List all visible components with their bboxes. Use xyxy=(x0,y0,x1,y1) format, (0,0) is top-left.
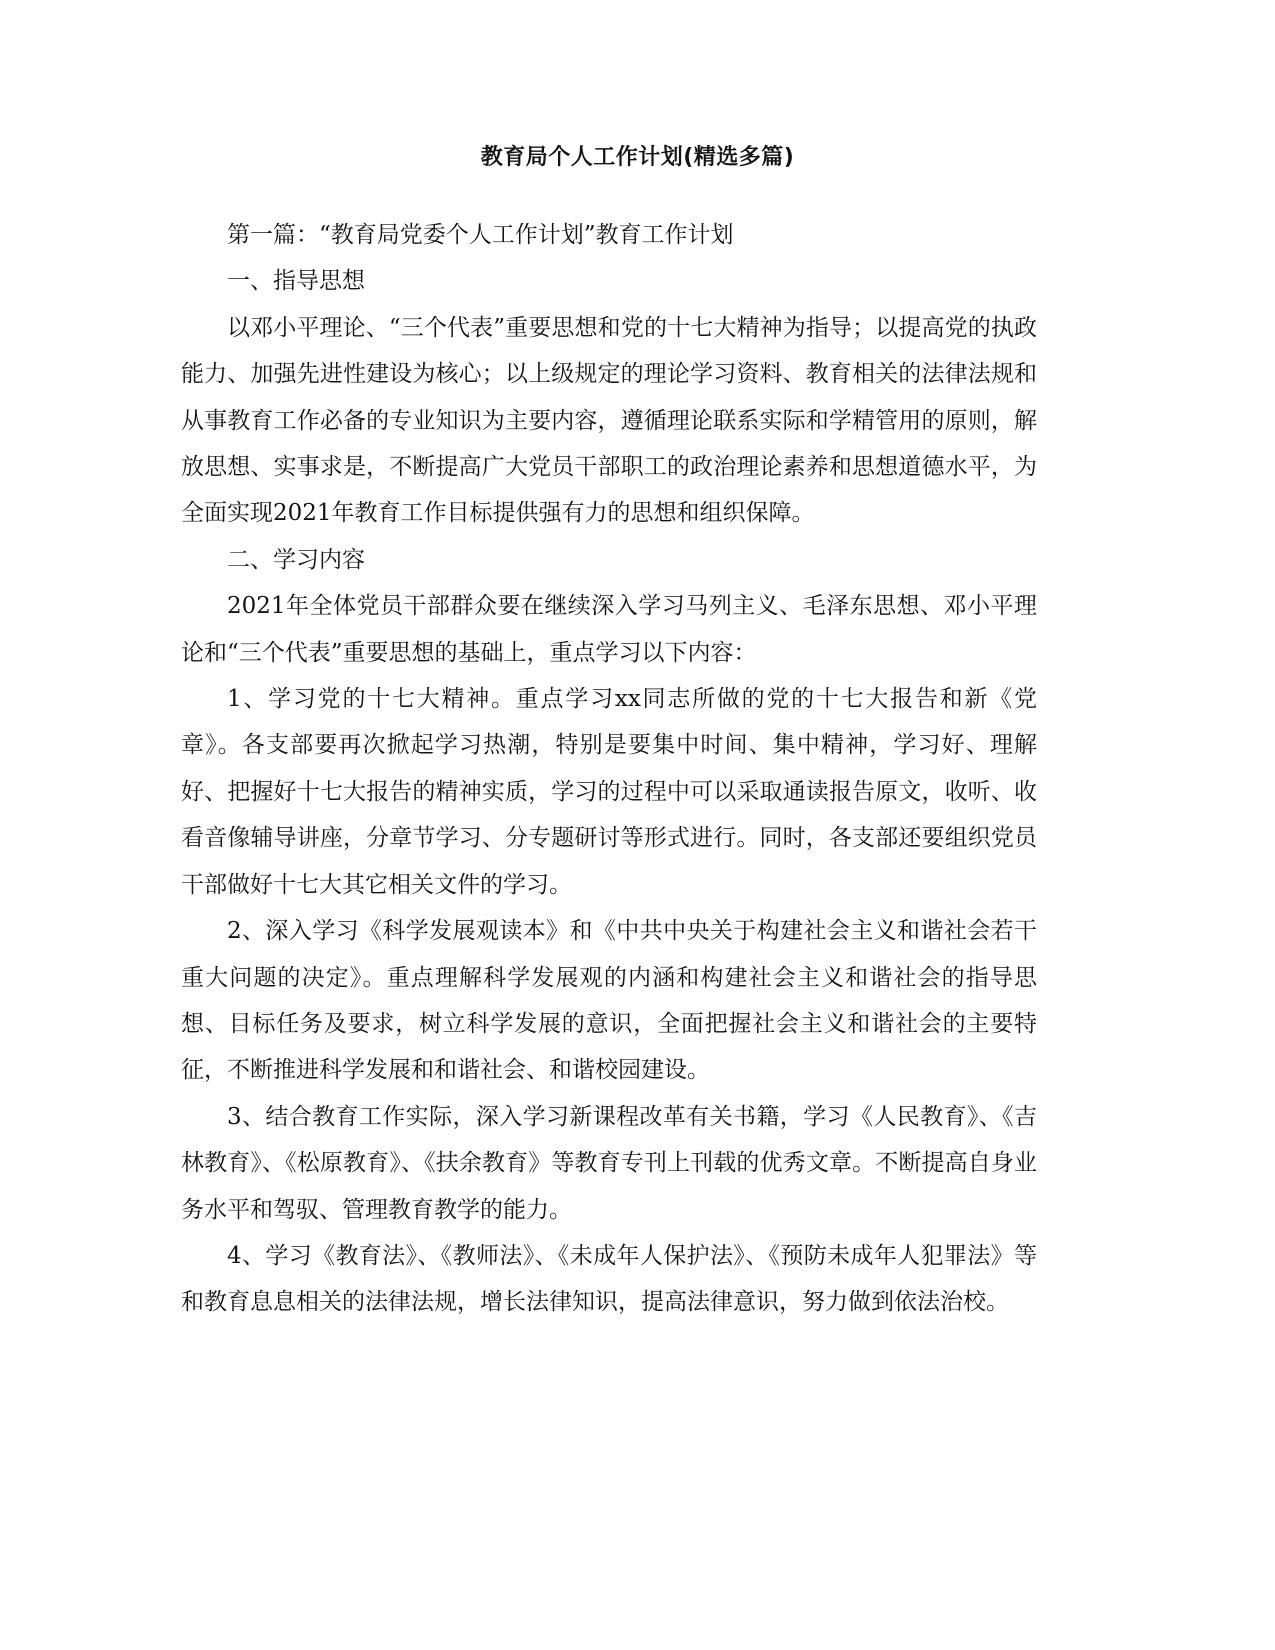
paragraph-item-4: 4、学习《教育法》、《教师法》、《未成年人保护法》、《预防未成年人犯罪法》等和教育息息相关的法律法规，增长法律知识，提高法律意识，努力做到依法治校。 xyxy=(181,1242,1037,1316)
paragraph-guiding-thought: 以邓小平理论、“三个代表”重要思想和党的十七大精神为指导；以提高党的执政能力、加强先进性建设为核心；以上级规定的理论学习资料、教育相关的法律法规和从事教育工作必备的专业知识为主要内容，遵循理论联系实际和学精管用的原则，解放思想、实事求是，不断提高广大党员干部职工的政治理论素养和思想道德水平，为全面实现2021年教育工作目标提供强有力的思想和组织保障。 xyxy=(181,314,1037,527)
section-heading-guiding-thought: 一、指导思想 xyxy=(227,268,365,295)
paragraph-item-3: 3、结合教育工作实际，深入学习新课程改革有关书籍，学习《人民教育》、《吉林教育》、《松原教育》、《扶余教育》等教育专刊上刊载的优秀文章。不断提高自身业务水平和驾驭、管理教育教学的能力。 xyxy=(181,1103,1037,1223)
paragraph-item-2: 2、深入学习《科学发展观读本》和《中共中央关于构建社会主义和谐社会若干重大问题的决定》。重点理解科学发展观的内涵和构建社会主义和谐社会的指导思想、目标任务及要求，树立科学发展的意识，全面把握社会主义和谐社会的主要特征，不断推进科学发展和和谐社会、和谐校园建设。 xyxy=(181,918,1037,1084)
paragraph-study-intro: 2021年全体党员干部群众要在继续深入学习马列主义、毛泽东思想、邓小平理论和“三个代表”重要思想的基础上，重点学习以下内容： xyxy=(181,593,1037,666)
document-body xyxy=(181,212,1037,1326)
section-heading-study-content: 二、学习内容 xyxy=(227,546,365,573)
chapter-heading: 第一篇：“教育局党委个人工作计划”教育工作计划 xyxy=(227,222,734,248)
paragraph-item-1: 1、学习党的十七大精神。重点学习xx同志所做的党的十七大报告和新《党章》。各支部要再次掀起学习热潮，特别是要集中时间、集中精神，学习好、理解好、把握好十七大报告的精神实质，学习的过程中可以采取通读报告原文，收听、收看音像辅导讲座，分章节学习、分专题研讨等形式进行。同时，各支部还要组织党员干部做好十七大其它相关文件的学习。 xyxy=(181,686,1037,898)
document-title: 教育局个人工作计划(精选多篇) xyxy=(480,145,795,170)
